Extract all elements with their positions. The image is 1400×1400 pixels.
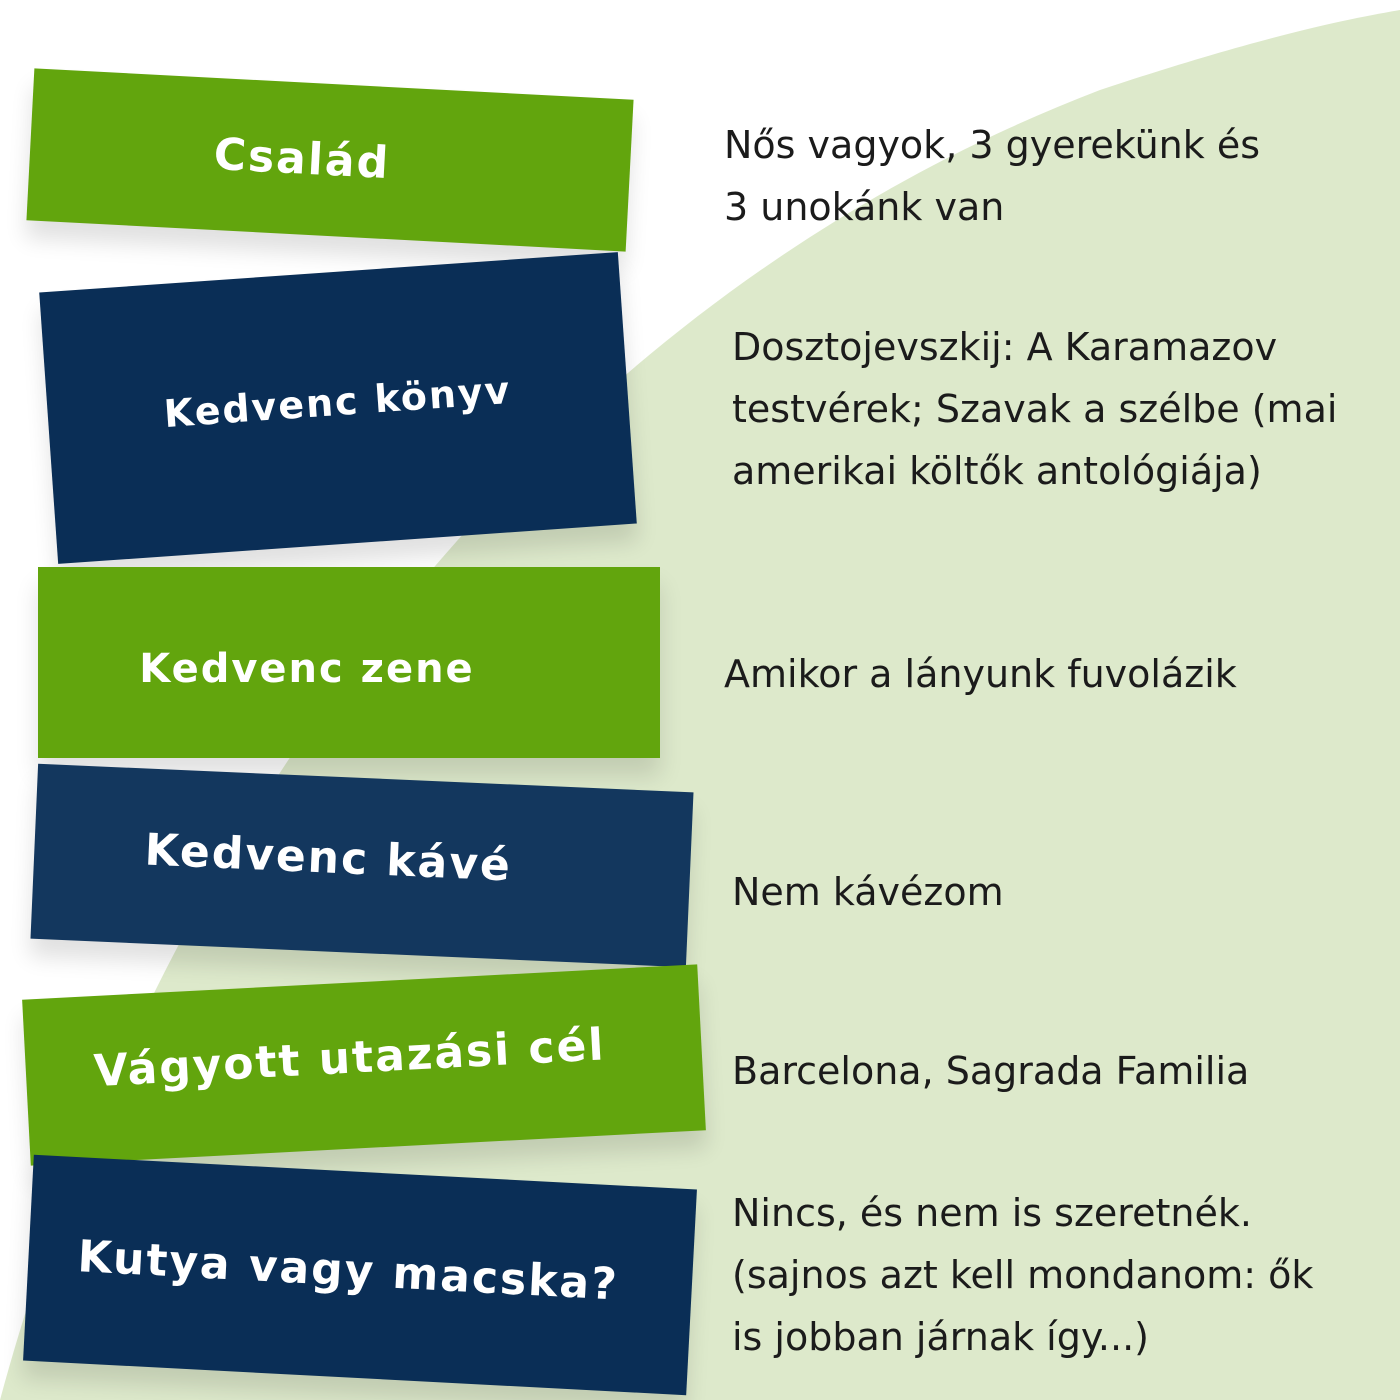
answer-line: 3 unokánk van xyxy=(724,185,1005,229)
answer-music xyxy=(724,643,1237,705)
answer-line: Dosztojevszkij: A Karamazov xyxy=(732,325,1278,369)
answer-coffee xyxy=(732,861,1004,923)
answer-line: Nincs, és nem is szeretnék. xyxy=(732,1191,1252,1235)
label-favorite-music-text: Kedvenc zene xyxy=(139,645,475,692)
answer-line: amerikai költők antológiája) xyxy=(732,449,1262,493)
answer-line: Barcelona, Sagrada Familia xyxy=(732,1049,1250,1093)
label-familia-text: Család xyxy=(212,128,392,189)
label-travel-destination-text: Vágyott utazási cél xyxy=(92,1018,607,1097)
label-travel-destination xyxy=(22,964,706,1165)
answer-line: is jobban járnak így...) xyxy=(732,1315,1149,1359)
answer-line: (sajnos azt kell mondanom: ők xyxy=(732,1253,1314,1297)
label-favorite-book-text: Kedvenc könyv xyxy=(162,367,513,437)
answer-line: Nős vagyok, 3 gyerekünk és xyxy=(724,123,1261,167)
label-dog-or-cat xyxy=(23,1155,697,1395)
answer-pet xyxy=(732,1182,1313,1368)
label-familia xyxy=(26,68,633,251)
answer-line: testvérek; Szavak a szélbe (mai xyxy=(732,387,1338,431)
answer-line: Nem kávézom xyxy=(732,870,1004,914)
label-dog-or-cat-text: Kutya vagy macska? xyxy=(76,1230,620,1311)
answer-line: Amikor a lányunk fuvolázik xyxy=(724,652,1237,696)
answer-book xyxy=(732,316,1337,502)
label-favorite-music xyxy=(38,567,660,758)
answer-travel xyxy=(732,1040,1249,1102)
label-favorite-book xyxy=(39,252,637,564)
answer-family xyxy=(724,114,1260,238)
label-favorite-coffee xyxy=(30,764,693,967)
label-favorite-coffee-text: Kedvenc kávé xyxy=(143,824,513,892)
